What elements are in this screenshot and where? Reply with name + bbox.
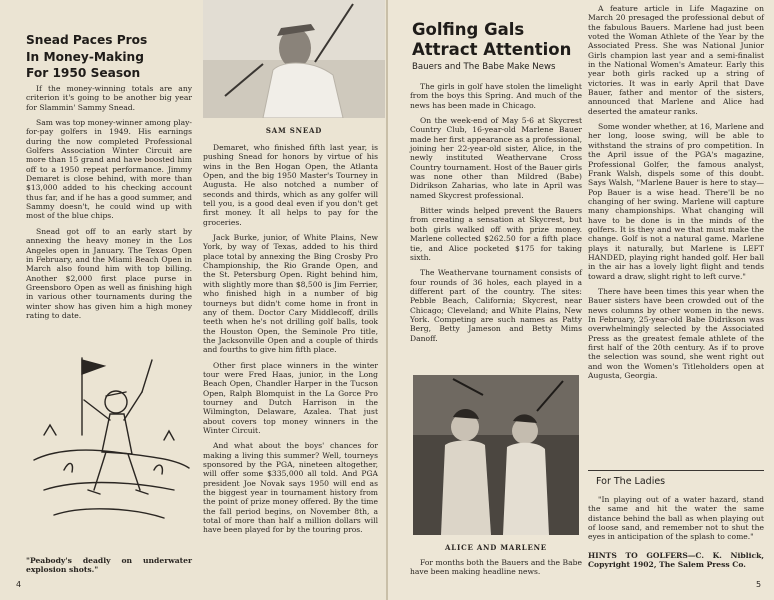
paragraph: There have been times this year when the Bauer sisters have been crowded out of the news columns by other women in the news. In February, 25-year-old Babe Didrikson was overwhelmingly selected by the Associated Press as the greatest female athlete of the first half of the 20th century. As if to prove the selection was sound, she went right out and won the Women's Titleholders open at Augusta, Georgia. — [588, 286, 764, 381]
golfing-gals-headline: Golfing Gals Attract Attention — [412, 20, 572, 59]
paragraph: A feature article in Life Magazine on March 20 presaged the professional debut of the fabulous Bauers. Marlene had just been voted the Woman Athlete of the Year by the Associated Press. She was National Junior Girls champion last year and a semi-finalist in the National Women's Amateur. Early this year both girls racked up a string of victories. It was in early April that Dave Bauer, father and mentor of the sisters, announced that Marlene and Alice had deserted the amateur ranks. — [588, 4, 764, 116]
paragraph: Jack Burke, junior, of White Plains, New York, by way of Texas, added to his third place total by annexing the Bing Crosby Pro Championship, the Rio Grande Open, and the St. Petersburg Open. Right behind him, with slightly more than $8,500 is Jim Ferrier, who finished high in a number of big tourneys but didn't come home in front in any of them. Doctor Cary Middlecoff, drills teeth when he's not drilling golf balls, took the Houston Open, the Seminole Pro title, the Jacksonville Open and a couple of thirds and fourths to give him fifth place. — [203, 233, 378, 355]
bauer-article-col1 — [410, 82, 582, 349]
golfer-cartoon-icon — [24, 340, 194, 545]
bauer-col1-tail: For months both the Bauers and the Babe have been making headline news. — [410, 558, 582, 577]
paragraph: On the week-end of May 5-6 at Skycrest Country Club, 16-year-old Marlene Bauer made her first appearance as a professional, joining her 22-year-old sister, Alice, in the newly instituted Weathervane Cross Country tournament. Host of the Bauer girls was none other than Mildred (Babe) Didrikson Zaharias, who late in April was named Skycrest professional. — [410, 116, 582, 200]
right-page — [388, 0, 774, 600]
page-number-left: 4 — [16, 580, 22, 589]
for-the-ladies-title: For The Ladies — [596, 476, 666, 487]
left-page — [0, 0, 386, 600]
snead-article-col1 — [26, 84, 192, 326]
snead-article-col2 — [203, 143, 378, 541]
paragraph: If the money-winning totals are any criterion it's going to be another big year for Slammin' Sammy Snead. — [26, 84, 192, 112]
golfing-gals-subhead: Bauers and The Babe Make News — [412, 62, 556, 72]
paragraph: Other first place winners in the winter tour were Fred Haas, junior, in the Long Beach Open, Chandler Harper in the Tucson Open, Ralph Blomquist in the La Gorce Pro tourney and Dutch Harrison in the Wilmington, Delaware, Azalea. That just about covers top money winners in the Winter Circuit. — [203, 360, 378, 435]
paragraph: Some wonder whether, at 16, Marlene and her long, loose swing, will be able to withstand the strains of pro competition. In the April issue of the PGA's magazine, Professional Golfer, the famous analyst, Frank Walsh, dispels some of this doubt. Says Walsh, "Marlene Bauer is here to stay—Pop Bauer is a wise head. There'll be no changing of her swing. Marlene will capture many championships. What changing will have to be done is in the minds of the golfers. It is they and we that must make the change. Golf is not a natural game. Marlene plays it naturally, but Marlene is LEFT HANDED, playing right handed golf. Her ball in the air has a lovely light flight and tends toward a draw, slight right to left curve." — [588, 122, 764, 281]
sam-snead-photo — [203, 0, 385, 118]
for-the-ladies-credit: HINTS TO GOLFERS—C. K. Niblick, Copyright 1902, The Salem Press Co. — [588, 551, 764, 570]
alice-marlene-caption: ALICE AND MARLENE — [445, 543, 547, 552]
paragraph: And what about the boys' chances for making a living this summer? Well, tourneys sponsored by the PGA, nineteen altogether, will offer some $335,000 all told. And PGA president Joe Novak says 1950 will end as the biggest year in tournament history from the point of prize money offered. By the time the fall period begins, on November 8th, a total of more than half a million dollars will have been played for by the touring pros. — [203, 441, 378, 535]
paragraph: Bitter winds helped prevent the Bauers from creating a sensation at Skycrest, but both girls walked off with prize money. Marlene collected $262.50 for a fifth place tie, and Alice pocketed $175 for taking sixth. — [410, 206, 582, 262]
paragraph: The girls in golf have stolen the limelight from the boys this Spring. And much of the news has been made in Chicago. — [410, 82, 582, 110]
paragraph: Demaret, who finished fifth last year, is pushing Snead for honors by virtue of his wins in the Ben Hogan Open, the Atlanta Open, and the big 1950 Master's Tourney in Augusta. He also notched a number of seconds and thirds, which as any golfer will tell you, is a good deal even if you don't get first money. It all helps to pay for the groceries. — [203, 143, 378, 227]
paragraph: Snead got off to an early start by annexing the heavy money in the Los Angeles open in January. The Texas Open in February, and the Miami Beach Open in March also found him with top billing. Another $2,000 first place purse in Greensboro Open as well as finishing high in various other tournaments during the winter show has given him a high money rating to date. — [26, 226, 192, 320]
paragraph: The Weathervane tournament consists of four rounds of 36 holes, each played in a different part of the country. The sites: Pebble Beach, California; Skycrest, near Chicago; Cleveland; and White Plains, New York. Competing are such names as Patty Berg, Betty Jameson and Betty Mims Danoff. — [410, 268, 582, 343]
cartoon-caption: "Peabody's deadly on underwater explosion shots." — [26, 556, 192, 575]
page-number-right: 5 — [756, 580, 762, 589]
sam-snead-caption: SAM SNEAD — [265, 126, 323, 135]
snead-headline: Snead Paces Pros In Money-Making For 1950 Season — [26, 33, 148, 80]
box-rule — [588, 470, 764, 471]
paragraph: Sam was top money-winner among play-for-pay golfers in 1949. His earnings during the now completed Professional Golfers Association Winter Circuit are more than 15 grand and have boosted him off to a 1950 repeat performance. Jimmy Demaret is close behind, with more than $13,000 added to his checking account thus far, and if he has a good summer, and Sammy doesn't, he could wind up with most of the blue chips. — [26, 118, 192, 221]
for-the-ladies-text: "In playing out of a water hazard, stand the same and hit the water the same distance behind the ball as when playing out of loose sand, and remember not to shut the eyes in anticipation of the splash to come." — [588, 495, 764, 542]
bauer-article-col2 — [588, 4, 764, 386]
alice-marlene-photo — [413, 375, 579, 535]
